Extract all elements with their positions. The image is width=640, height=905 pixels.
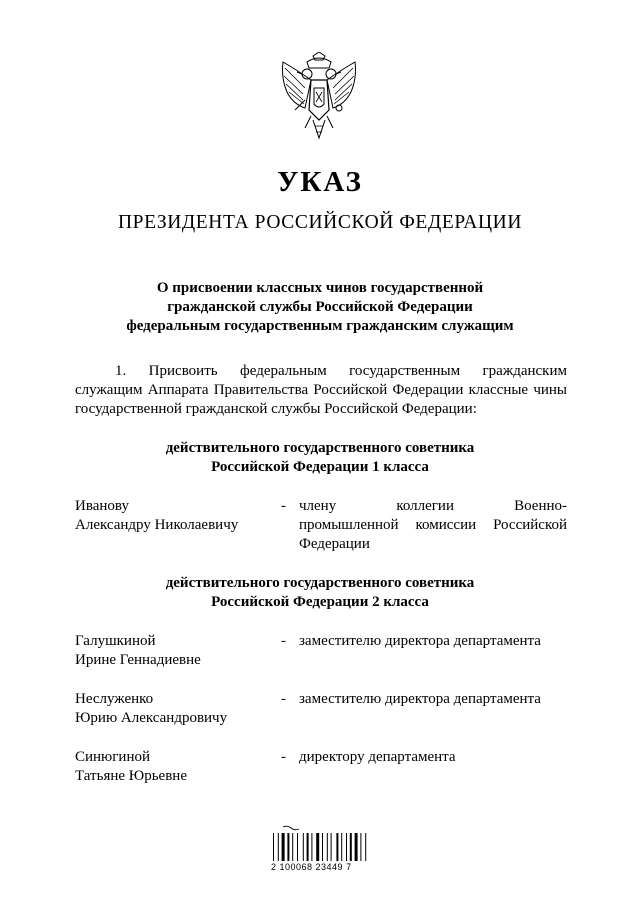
appointee-surname: Синюгиной <box>75 749 150 765</box>
rank-heading-1 <box>60 439 580 477</box>
heading-line: О присвоении классных чинов государственной <box>156 280 484 296</box>
appointee-name <box>75 748 275 786</box>
appointee-position: заместителю директора департамента <box>299 633 541 649</box>
document-title: УКАЗ <box>277 166 363 198</box>
rank-line: Российской Федерации 2 класса <box>211 594 429 610</box>
entry-dash: - <box>281 691 286 707</box>
position-rest: промышленной комиссии Российской Федерации <box>299 517 567 552</box>
intro-paragraph <box>75 362 567 419</box>
barcode-bars <box>273 833 366 861</box>
heading-line: федеральным государственным гражданским служащим <box>126 318 514 334</box>
barcode-number: 2 100068 23449 7 <box>271 862 352 872</box>
rank-line: действительного государственного советника <box>165 440 475 456</box>
coat-of-arms-icon <box>277 52 361 146</box>
rank-line: Российской Федерации 1 класса <box>211 459 429 475</box>
appointee-position: заместителю директора департамента <box>299 691 541 707</box>
entry-dash: - <box>281 749 286 765</box>
position-first-line: члену коллегии Военно- <box>299 498 567 514</box>
appointee-surname: Галушкиной <box>75 633 156 649</box>
appointee-position: директору департамента <box>299 749 456 765</box>
document-subtitle: ПРЕЗИДЕНТА РОССИЙСКОЙ ФЕДЕРАЦИИ <box>117 212 523 233</box>
appointee-name <box>75 632 275 670</box>
appointee-surname: Иванову <box>75 498 129 514</box>
entry-dash: - <box>281 498 286 514</box>
appointee-given-name: Александру Николаевичу <box>75 517 239 533</box>
heading-line: гражданской службы Российской Федерации <box>167 299 473 315</box>
barcode-icon <box>269 825 369 881</box>
appointee-name <box>75 690 275 728</box>
appointee-position <box>299 497 567 554</box>
rank-line: действительного государственного советника <box>165 575 475 591</box>
appointee-given-name: Юрию Александровичу <box>75 710 228 726</box>
intro-first-line: 1. Присвоить федеральным государственным гражданским <box>115 363 567 379</box>
appointee-surname: Неслуженко <box>75 691 154 707</box>
intro-rest: служащим Аппарата Правительства Российской Федерации классные чины государственной гражданской службы Российской Федерации: <box>75 382 567 417</box>
appointee-name <box>75 497 275 535</box>
decree-heading <box>60 279 580 336</box>
entry-dash: - <box>281 633 286 649</box>
appointee-given-name: Ирине Геннадиевне <box>75 652 201 668</box>
appointee-given-name: Татьяне Юрьевне <box>75 768 187 784</box>
rank-heading-2 <box>60 574 580 612</box>
